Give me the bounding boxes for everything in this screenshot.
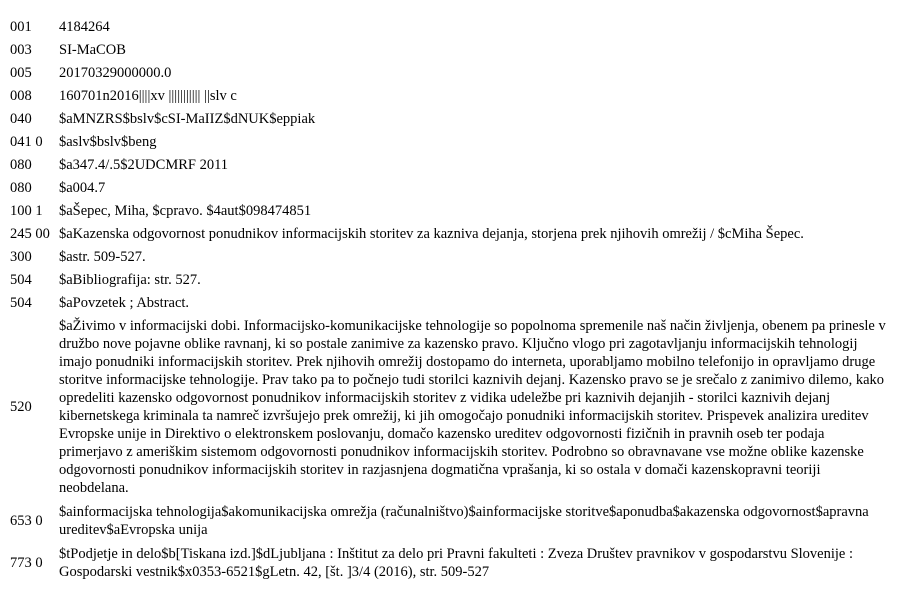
field-tag: 300 <box>10 248 32 265</box>
field-value: 20170329000000.0 <box>59 64 172 81</box>
field-row-653 <box>10 500 888 542</box>
field-row-008 <box>10 84 888 107</box>
field-value: SI-MaCOB <box>59 41 126 58</box>
field-row-520 <box>10 314 888 500</box>
field-row-504 <box>10 291 888 314</box>
field-tag: 005 <box>10 64 32 81</box>
field-tag: 773 0 <box>10 555 43 571</box>
field-tag: 080 <box>10 179 32 196</box>
field-tag: 520 <box>10 399 32 415</box>
field-row-080 <box>10 153 888 176</box>
field-tag: 008 <box>10 87 32 104</box>
field-row-005 <box>10 61 888 84</box>
field-row-003 <box>10 38 888 61</box>
field-value: $aslv$bslv$beng <box>59 133 157 150</box>
field-value: 160701n2016||||xv ||||||||||| ||slv c <box>59 87 237 104</box>
field-row-100 <box>10 199 888 222</box>
field-value: $a004.7 <box>59 179 106 196</box>
field-row-245 <box>10 222 888 245</box>
field-value: $aŠepec, Miha, $cpravo. $4aut$098474851 <box>59 202 312 219</box>
field-tag: 003 <box>10 41 32 58</box>
field-row-080 <box>10 176 888 199</box>
field-row-504 <box>10 268 888 291</box>
field-value: $a347.4/.5$2UDCMRF 2011 <box>59 156 229 173</box>
field-tag: 504 <box>10 271 32 288</box>
field-value: $ainformacijska tehnologija$akomunikacijska omrežja (računalništvo)$ainformacijske storitve$aponudba$akazenska odgovornost$apravna ureditev$aEvropska unija <box>59 504 869 538</box>
field-row-300 <box>10 245 888 268</box>
field-value: $astr. 509-527. <box>59 248 146 265</box>
field-row-041 <box>10 130 888 153</box>
field-row-773 <box>10 542 888 584</box>
field-value: $aKazenska odgovornost ponudnikov informacijskih storitev za kazniva dejanja, storjena prek njihovih omrežij / $cMiha Šepec. <box>59 225 804 242</box>
field-tag: 504 <box>10 294 32 311</box>
field-tag: 040 <box>10 110 32 127</box>
field-value: $aMNZRS$bslv$cSI-MaIIZ$dNUK$eppiak <box>59 110 316 127</box>
field-value: $aŽivimo v informacijski dobi. Informacijsko-komunikacijske tehnologije so popolnoma spremenile naš način življenja, obenem pa prinesle v družbo nove pojavne oblike ravnanj, ki so postale zanimive za kazensko pravo. Ključno vlogo pri zagotavljanju informacijskih tehnologij imajo ponudniki informacijskih storitev. Prek njihovih omrežij dostopamo do interneta, uporabljamo mobilno telefonijo in opravljamo druge storitve informacijske tehnologije. Prav tako pa to počnejo tudi storilci kaznivih dejanj. Kazensko pravo se je srečalo z zanimivo dilemo, kako opredeliti kazensko odgovornost ponudnikov informacijskih storitev z vidika udeležbe pri kaznivih dejanjih - storilci kaznivih dejanj kibernetskega kriminala ta namreč izvršujejo prek omrežij, ki jih omogočajo ponudniki informacijskih storitev. Prispevek analizira ureditev Evropske unije in Direktivo o elektronskem poslovanju, domačo kazensko ureditev odgovornosti fizičnih in pravnih oseb ter podaja primerjavo z ameriškim sistemom odgovornosti ponudnikov informacijskih storitev. Podrobno so obravnavane vse možne oblike kazenske odgovornosti ponudnikov informacijskih storitev in razjasnjena dogmatična vprašanja, ki so ostala v domači kazenskopravni teoriji neobdelana. <box>59 318 886 496</box>
field-tag: 653 0 <box>10 513 43 529</box>
field-tag: 041 0 <box>10 133 43 150</box>
field-row-040 <box>10 107 888 130</box>
field-row-001 <box>10 15 888 38</box>
field-value: 4184264 <box>59 18 110 35</box>
field-value: $aBibliografija: str. 527. <box>59 271 201 288</box>
field-tag: 245 00 <box>10 225 50 242</box>
field-value: $tPodjetje in delo$b[Tiskana izd.]$dLjubljana : Inštitut za delo pri Pravni fakulteti : Zveza Društev pravnikov v gospodarstvu Slovenije : Gospodarski vestnik$x0353-6521$gLetn. 42, [št. ]3/4 (2016), str. 509-527 <box>59 546 853 580</box>
field-tag: 080 <box>10 156 32 173</box>
field-tag: 001 <box>10 18 32 35</box>
field-value: $aPovzetek ; Abstract. <box>59 294 190 311</box>
field-tag: 100 1 <box>10 202 43 219</box>
marc-record-table <box>10 15 888 584</box>
